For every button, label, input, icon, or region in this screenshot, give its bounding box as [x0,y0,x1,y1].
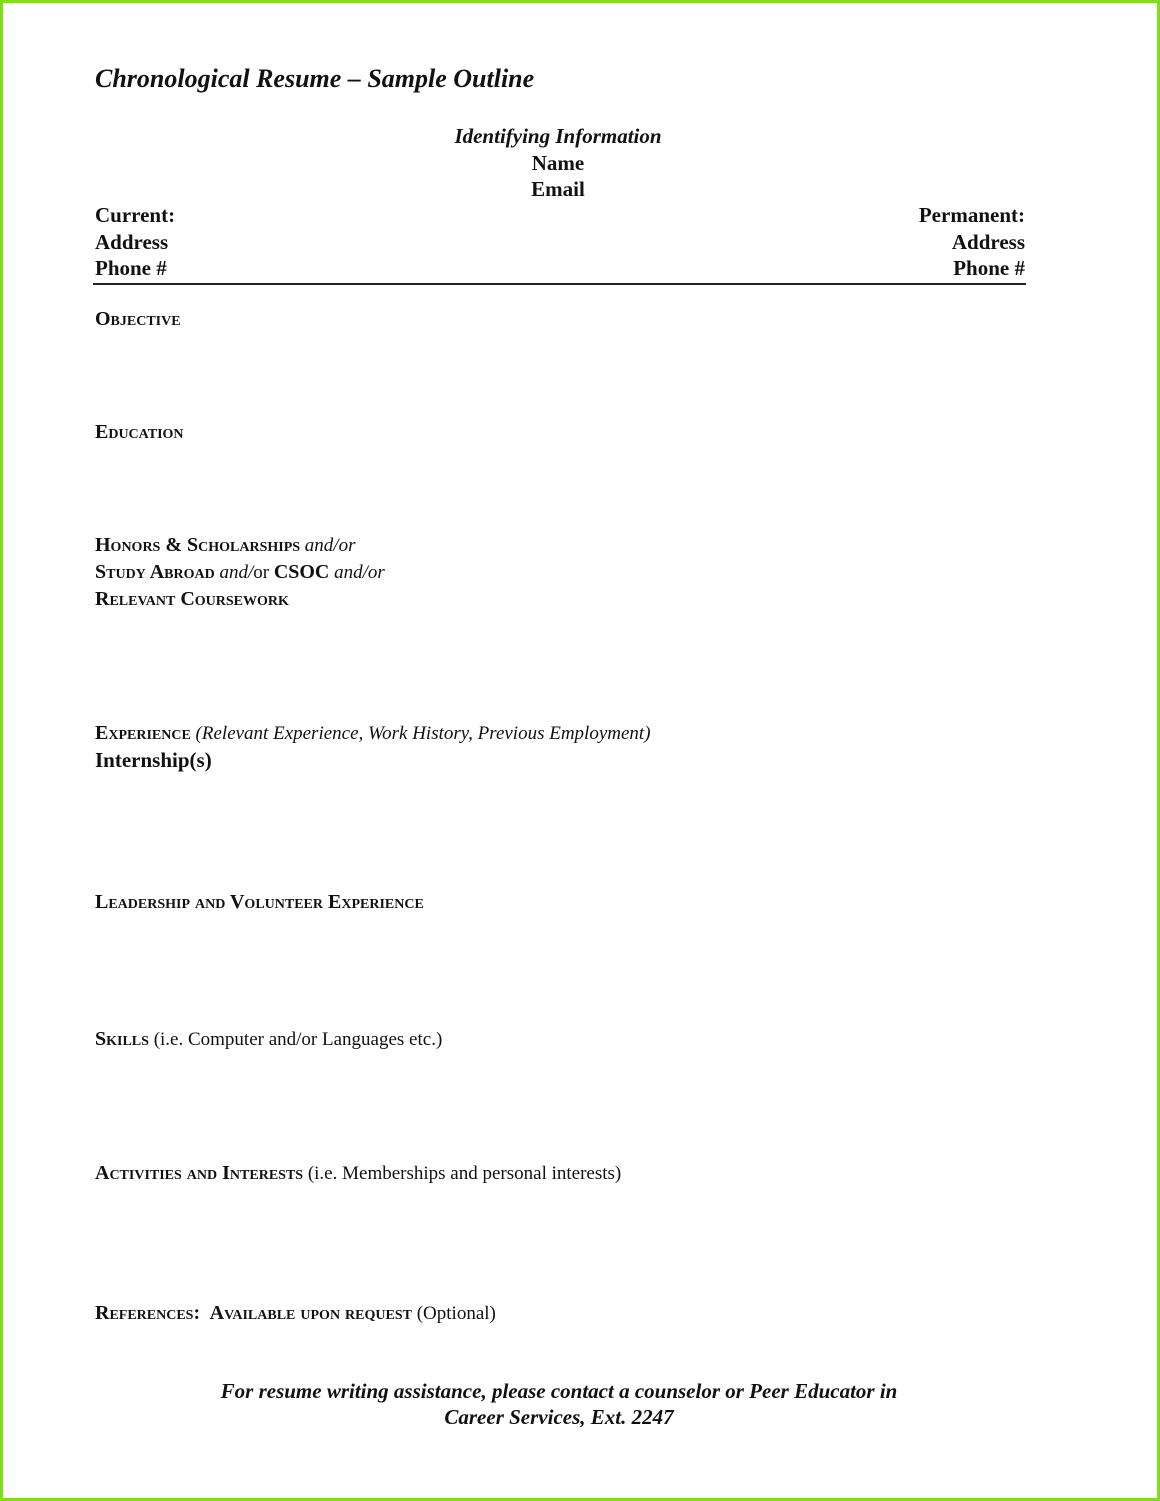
section-activities [95,1160,621,1187]
current-label: Current: [95,203,176,227]
skills-note: (i.e. Computer and/or Languages etc.) [153,1029,443,1050]
current-address: Address [95,229,169,254]
identifying-information-heading: Identifying Information [454,124,662,148]
csoc-andor: and/or [334,562,385,583]
name-placeholder: Name [531,151,585,175]
document-title: Chronological Resume – Sample Outline [95,64,535,93]
permanent-address: Address [951,229,1025,254]
section-leadership [95,889,424,916]
study-abroad-or: or [253,562,270,583]
study-abroad-heading: Study Abroad [95,561,215,583]
current-address-block [95,202,175,282]
relevant-coursework-heading: Relevant Coursework [95,588,289,610]
references-heading: References: [95,1302,201,1324]
internships-subheading: Internship(s) [95,748,212,772]
permanent-address-block [919,202,1025,282]
objective-heading: Objective [95,308,181,330]
leadership-heading: Leadership and Volunteer Experience [95,891,424,913]
header-divider [93,283,1026,285]
permanent-label: Permanent: [918,203,1025,227]
skills-heading: Skills [95,1028,149,1050]
section-references [95,1300,496,1327]
experience-heading: Experience [95,722,191,744]
permanent-phone: Phone # [953,256,1025,280]
footer-note [0,1378,1118,1430]
current-phone: Phone # [95,256,167,280]
csoc-heading: CSOC [273,561,330,583]
section-objective [95,306,181,333]
experience-note: (Relevant Experience, Work History, Previous Employment) [195,723,651,744]
education-heading: Education [95,421,184,443]
honors-andor: and/or [304,535,356,556]
footer-line-1: For resume writing assistance, please contact a counselor or Peer Educator in [220,1379,898,1403]
section-honors [95,532,385,613]
section-education [95,419,184,446]
activities-note: (i.e. Memberships and personal interests) [307,1163,622,1184]
references-available: Available upon request [209,1302,412,1324]
references-note: (Optional) [416,1303,496,1324]
honors-heading: Honors & Scholarships [95,534,301,556]
activities-heading: Activities and Interests [95,1162,304,1184]
footer-line-2: Career Services, Ext. 2247 [444,1405,674,1429]
section-skills [95,1026,442,1053]
section-experience [95,720,651,773]
study-abroad-and: and/ [219,562,254,583]
email-placeholder: Email [531,177,585,201]
